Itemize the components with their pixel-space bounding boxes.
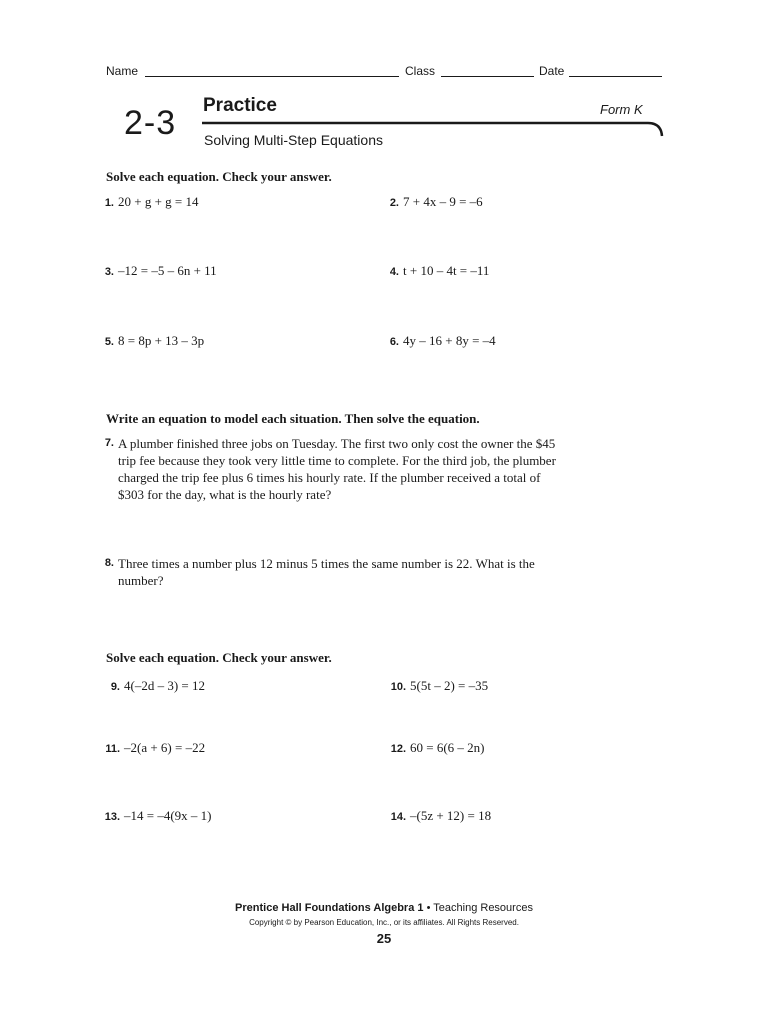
problem-6 (377, 333, 496, 349)
problem-3 (92, 263, 217, 279)
form-label: Form K (600, 102, 643, 117)
date-label: Date (539, 64, 565, 78)
problem-equation: –12 = –5 – 6n + 11 (118, 263, 217, 278)
name-label: Name (106, 64, 139, 78)
problem-equation: –2(a + 6) = –22 (124, 740, 206, 755)
problem-equation: 4(–2d – 3) = 12 (124, 678, 205, 693)
page-subtitle: Solving Multi-Step Equations (204, 132, 383, 148)
problem-number: 12. (390, 743, 406, 755)
problem-number: 13. (104, 811, 120, 823)
problem-number: 10. (390, 681, 406, 693)
problem-14 (384, 808, 491, 824)
name-field-line[interactable] (145, 76, 399, 77)
class-label: Class (405, 64, 436, 78)
problem-number: 9. (110, 681, 120, 693)
problem-number: 5. (104, 336, 114, 348)
problem-1 (92, 194, 199, 210)
problem-5 (92, 333, 204, 349)
problem-equation: –(5z + 12) = 18 (410, 808, 492, 823)
problem-text: A plumber finished three jobs on Tuesday. The first two only cost the owner the $45 trip fee because they took very little time to complete. For the third job, the plumber charged the trip fee plus 6 times his hourly rate. If the plumber received a total of $303 for the day, what is the hourly rate? (118, 436, 556, 502)
problem-text: Three times a number plus 12 minus 5 times the same number is 22. What is the number? (118, 556, 535, 588)
problem-equation: 7 + 4x – 9 = –6 (403, 194, 483, 209)
section-instruction: Solve each equation. Check your answer. (106, 650, 332, 665)
problem-equation: t + 10 – 4t = –11 (403, 263, 490, 278)
problem-number: 3. (104, 266, 114, 278)
problem-9 (98, 678, 205, 694)
problem-number: 11. (105, 743, 120, 755)
problem-number: 8. (104, 557, 114, 569)
problem-equation: 8 = 8p + 13 – 3p (118, 333, 205, 348)
problem-equation: –14 = –4(9x – 1) (124, 808, 212, 823)
problem-4 (377, 263, 489, 279)
problem-number: 1. (104, 197, 114, 209)
problem-number: 4. (389, 266, 399, 278)
footer-copyright: Copyright © by Pearson Education, Inc., or its affiliates. All Rights Reserved. (249, 918, 519, 927)
problem-number: 6. (389, 336, 399, 348)
section-instruction: Solve each equation. Check your answer. (106, 169, 332, 184)
date-field-line[interactable] (569, 76, 662, 77)
problem-number: 7. (104, 437, 114, 449)
problem-2 (377, 194, 483, 210)
class-field-line[interactable] (441, 76, 534, 77)
footer-resource: Teaching Resources (433, 902, 533, 914)
problem-8 (92, 555, 562, 589)
section-instruction: Write an equation to model each situation. Then solve the equation. (106, 411, 480, 426)
footer-title (0, 902, 768, 914)
lesson-number: 2-3 (124, 104, 177, 142)
problem-number: 2. (389, 197, 399, 209)
footer-bullet: • (423, 902, 434, 914)
problem-10 (384, 678, 488, 694)
problem-equation: 60 = 6(6 – 2n) (410, 740, 485, 755)
problem-12 (384, 740, 485, 756)
problem-7 (92, 435, 562, 503)
footer-book-title: Prentice Hall Foundations Algebra 1 (235, 902, 424, 914)
problem-11 (98, 740, 205, 756)
problem-equation: 4y – 16 + 8y = –4 (403, 333, 496, 348)
problem-number: 14. (390, 811, 406, 823)
page-title: Practice (203, 95, 277, 116)
page-number: 25 (376, 931, 392, 946)
problem-equation: 20 + g + g = 14 (118, 194, 199, 209)
problem-13 (98, 808, 212, 824)
problem-equation: 5(5t – 2) = –35 (410, 678, 489, 693)
